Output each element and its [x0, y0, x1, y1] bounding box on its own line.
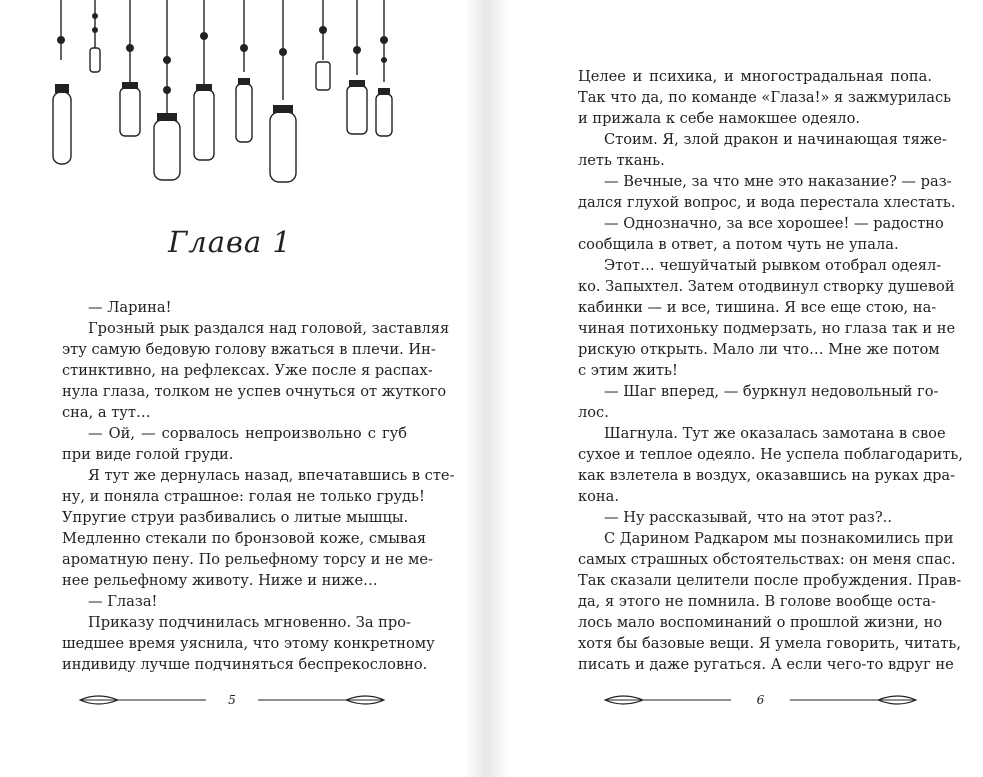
page-number: 5: [228, 693, 236, 707]
text-line: да, я этого не помнила. В голове вообще оста-: [578, 593, 936, 610]
page-number: 6: [756, 693, 765, 707]
text-line: рискую открыть. Мало ли что… Мне же потом: [578, 341, 940, 358]
text-line: при виде голой груди.: [62, 446, 234, 463]
text-line: дался глухой вопрос, и вода перестала хлестать.: [578, 194, 956, 211]
text-line: ко. Запыхтел. Затем отодвинул створку душевой: [578, 278, 955, 295]
text-line: нее рельефному животу. Ниже и ниже…: [62, 572, 378, 589]
text-line: С Дарином Радкаром мы познакомились при: [604, 530, 954, 547]
text-line: — Глаза!: [88, 593, 158, 610]
left-page-footer: [78, 690, 386, 714]
text-line: сухое и теплое одеяло. Не успела поблагодарить,: [578, 446, 963, 463]
text-line: Так сказали целители после пробуждения. Прав-: [578, 572, 962, 589]
text-line: Грозный рык раздался над головой, заставляя: [88, 320, 450, 337]
text-line: самых страшных обстоятельствах: он меня спас.: [578, 551, 956, 568]
text-line: Я тут же дернулась назад, впечатавшись в сте-: [88, 467, 455, 484]
left-page: [0, 0, 483, 777]
chapter-title: Глава 1: [168, 225, 292, 259]
right-page-footer: [603, 690, 918, 714]
feather-ornament-icon: [603, 692, 733, 708]
text-line: — Однозначно, за все хорошее! — радостно: [604, 215, 944, 232]
text-line: стинктивно, на рефлексах. Уже после я распах-: [62, 362, 433, 379]
text-line: Этот… чешуйчатый рывком отобрал одеял-: [604, 257, 942, 274]
text-line: — Ларина!: [88, 299, 172, 316]
text-line: Приказу подчинилась мгновенно. За про-: [88, 614, 411, 631]
text-line: эту самую бедовую голову вжаться в плечи. Ин-: [62, 341, 436, 358]
text-line: — Ну рассказывай, что на этот раз?..: [604, 509, 892, 526]
text-line: ну, и поняла страшное: голая не только грудь!: [62, 488, 425, 505]
text-line: индивиду лучше подчиняться беспрекословно.: [62, 656, 428, 673]
text-line: леть ткань.: [578, 152, 665, 169]
text-line: Целее и психика, и многострадальная попа.: [578, 68, 932, 85]
text-line: Так что да, по команде «Глаза!» я зажмурилась: [578, 89, 952, 106]
text-line: сна, а тут…: [62, 404, 151, 421]
text-line: с этим жить!: [578, 362, 678, 379]
text-line: Шагнула. Тут же оказалась замотана в свое: [604, 425, 946, 442]
text-line: — Шаг вперед, — буркнул недовольный го-: [604, 383, 939, 400]
text-line: — Ой, — сорвалось непроизвольно с губ: [88, 425, 407, 442]
text-line: хотя бы базовые вещи. Я умела говорить, читать,: [578, 635, 961, 652]
right-page: [491, 0, 983, 777]
text-line: Стоим. Я, злой дракон и начинающая тяже-: [604, 131, 947, 148]
hanging-bottles-illustration-icon: [40, 0, 400, 200]
feather-ornament-icon: [78, 692, 208, 708]
text-line: и прижала к себе намокшее одеяло.: [578, 110, 861, 127]
text-line: лос.: [578, 404, 609, 421]
text-line: лось мало воспоминаний о прошлой жизни, но: [578, 614, 943, 631]
text-line: — Вечные, за что мне это наказание? — раз-: [604, 173, 952, 190]
text-line: кабинки — и все, тишина. Я все еще стою, на-: [578, 299, 937, 316]
text-line: кона.: [578, 488, 619, 505]
feather-ornament-icon: [256, 692, 386, 708]
text-line: нула глаза, толком не успев очнуться от жуткого: [62, 383, 447, 400]
text-line: Упругие струи разбивались о литые мышцы.: [62, 509, 409, 526]
left-page-body: [62, 297, 455, 675]
feather-ornament-icon: [788, 692, 918, 708]
text-line: писать и даже ругаться. А если чего-то вдруг не: [578, 656, 954, 673]
text-line: чиная потихоньку подмерзать, но глаза так и не: [578, 320, 956, 337]
text-line: шедшее время уяснила, что этому конкретному: [62, 635, 435, 652]
text-line: Медленно стекали по бронзовой коже, смывая: [62, 530, 427, 547]
right-page-body: [578, 66, 963, 675]
text-line: как взлетела в воздух, оказавшись на руках дра-: [578, 467, 956, 484]
text-line: ароматную пену. По рельефному торсу и не ме-: [62, 551, 433, 568]
text-line: сообщила в ответ, а потом чуть не упала.: [578, 236, 899, 253]
